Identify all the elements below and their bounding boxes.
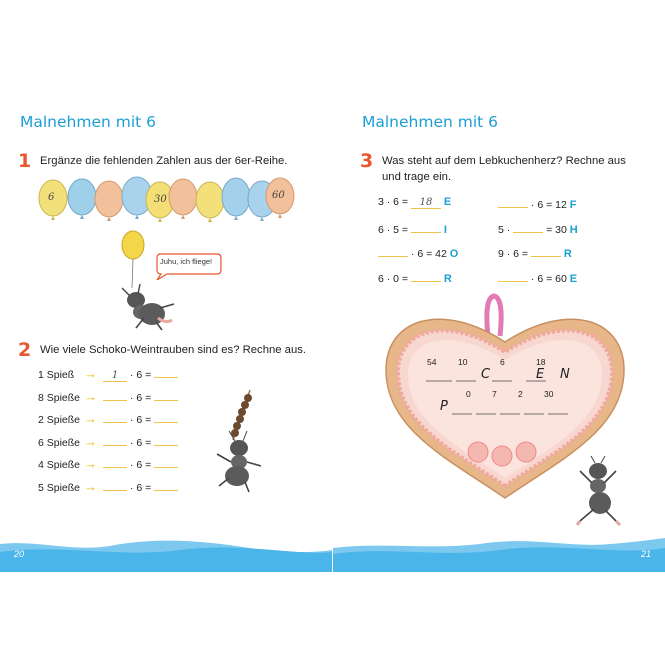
ant-skewer-illustration [195, 388, 275, 498]
answer-field[interactable] [154, 479, 178, 491]
balloon [222, 178, 250, 220]
equation-row [498, 221, 578, 246]
equation-row [378, 196, 458, 221]
answer-field[interactable] [411, 270, 441, 282]
heart-number: 10 [458, 357, 468, 367]
balloon [196, 182, 224, 222]
answer-field[interactable] [103, 456, 127, 468]
task-number-1: 1 [18, 150, 32, 172]
arrow-icon: → [84, 388, 97, 404]
row-expression: · 6 = [129, 436, 152, 449]
heart-number: 30 [544, 389, 554, 399]
row-label: 6 Spieße [38, 436, 81, 449]
letter-key: R [443, 272, 452, 285]
page-number-right: 21 [641, 549, 652, 559]
answer-field[interactable] [103, 434, 127, 446]
task-number-3: 3 [360, 150, 374, 172]
balloon-value: 60 [272, 190, 285, 201]
row-label: 4 Spieße [38, 459, 81, 471]
balloon-value: 6 [48, 192, 55, 203]
heart-number: 6 [500, 357, 505, 367]
answer-field[interactable] [154, 389, 178, 401]
answer-field[interactable] [378, 245, 408, 257]
page-number-left: 20 [14, 549, 25, 559]
answer-field[interactable] [103, 411, 127, 423]
row-expression: · 6 = 42 [410, 248, 447, 260]
answer-field[interactable]: 1 [103, 370, 127, 382]
answer-field[interactable] [498, 196, 528, 208]
row-expression: 5 · [498, 223, 511, 236]
answer-field[interactable]: 18 [411, 197, 441, 209]
row-expression: = 30 [546, 223, 567, 236]
heart-number: 54 [427, 357, 437, 367]
heart-letter: N [560, 367, 570, 382]
task-3-col1 [378, 196, 458, 294]
row-label: 1 Spieß [38, 369, 75, 381]
balloon [169, 179, 197, 219]
arrow-icon: → [84, 456, 97, 471]
speech-text: Juhu, ich fliege! [160, 257, 213, 266]
arrow-icon: → [84, 411, 97, 426]
answer-field[interactable] [411, 221, 441, 233]
row-expression: · 6 = [129, 391, 152, 404]
heart-decoration [468, 442, 536, 466]
row-expression: 6 · 0 = [378, 272, 409, 285]
answer-field[interactable] [154, 434, 178, 446]
equation-row [38, 434, 178, 457]
row-expression: 9 · 6 = [498, 248, 529, 260]
heart-number: 18 [536, 357, 546, 367]
row-expression: · 6 = 60 [530, 272, 567, 285]
task-number-2: 2 [18, 339, 32, 361]
arrow-icon: → [84, 433, 97, 449]
heart-number: 2 [518, 389, 523, 399]
equation-row [38, 389, 178, 412]
equation-row [38, 411, 178, 434]
task-2-rows [38, 366, 178, 501]
heart-number: 0 [466, 389, 471, 399]
row-expression: · 6 = [129, 414, 152, 426]
balloon-row [30, 172, 310, 232]
ant-illustration [108, 228, 228, 338]
answer-field[interactable] [154, 411, 178, 423]
row-expression: · 6 = 12 [530, 199, 567, 211]
letter-key: E [443, 196, 452, 208]
row-expression: · 6 = [129, 481, 152, 494]
equation-row [498, 196, 578, 221]
answer-field[interactable] [513, 221, 543, 233]
row-label: 2 Spieße [38, 414, 81, 426]
answer-field[interactable] [154, 456, 178, 468]
answer-field[interactable] [103, 479, 127, 491]
letter-key: F [569, 199, 577, 211]
row-expression: · 6 = [129, 369, 152, 381]
heart-letter: P [440, 399, 448, 414]
row-expression: 6 · 5 = [378, 223, 409, 236]
letter-key: H [569, 223, 578, 236]
task-1-instruction: Ergänze die fehlenden Zahlen aus der 6er-Reihe. [40, 155, 288, 167]
answer-field[interactable] [531, 245, 561, 257]
page-title-left: Malnehmen mit 6 [20, 113, 157, 131]
answer-field[interactable] [103, 389, 127, 401]
balloon [68, 179, 96, 219]
balloon-value: 30 [154, 194, 167, 205]
letter-key: E [569, 272, 578, 285]
equation-row [378, 221, 458, 246]
task-2-instruction: Wie viele Schoko-Weintrauben sind es? Rechne aus. [40, 344, 307, 356]
letter-key: O [449, 248, 459, 260]
answer-field[interactable] [154, 366, 178, 378]
letter-key: I [443, 223, 447, 236]
ant-dancing-illustration [568, 455, 628, 530]
equation-row [498, 245, 578, 270]
letter-key: R [563, 248, 572, 260]
page-title-right: Malnehmen mit 6 [362, 113, 499, 131]
heart-number: 7 [492, 389, 497, 399]
task-3-col2 [498, 196, 578, 294]
row-expression: · 6 = [129, 459, 152, 471]
row-label: 8 Spieße [38, 391, 81, 404]
row-label: 5 Spieße [38, 481, 81, 494]
answer-field[interactable] [498, 270, 528, 282]
equation-row [38, 366, 178, 389]
balloon [95, 181, 123, 221]
heart-letter: C [481, 367, 491, 382]
equation-row [378, 245, 458, 270]
equation-row [38, 456, 178, 479]
arrow-icon: → [84, 366, 97, 381]
equation-row [38, 479, 178, 502]
bottom-wave-band [0, 522, 665, 572]
task-3-instruction: Was steht auf dem Lebkuchenherz? Rechne aus und trage ein. [382, 155, 626, 183]
row-expression: 3 · 6 = [378, 196, 409, 208]
arrow-icon: → [84, 478, 97, 494]
heart-letter: E [536, 367, 545, 382]
